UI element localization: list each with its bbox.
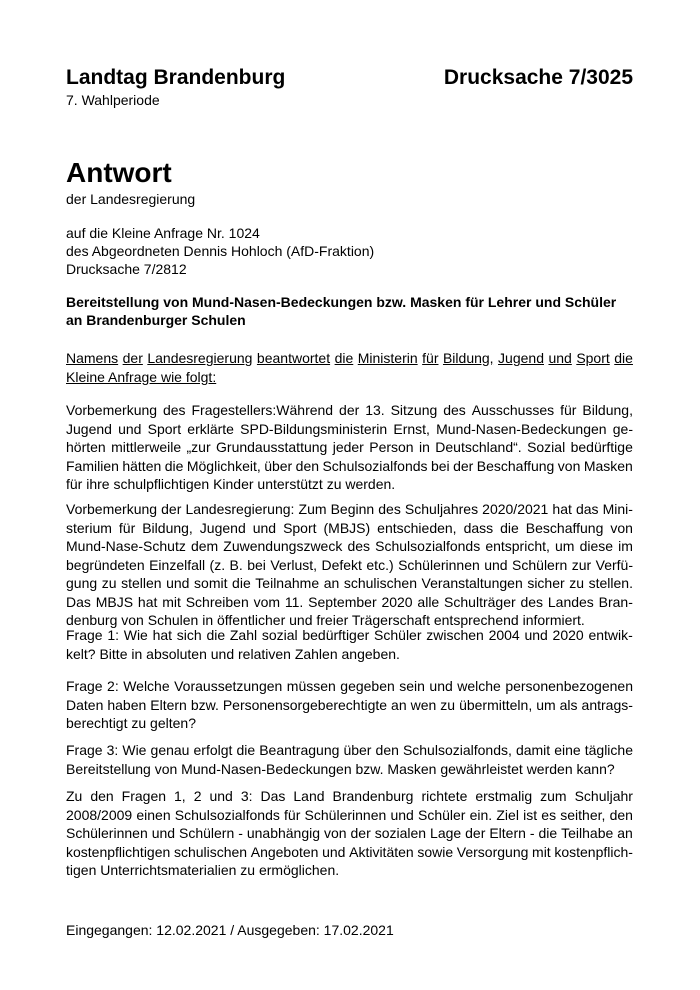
word: Eltern (150, 696, 187, 713)
word: den (609, 806, 633, 823)
word: Sport (576, 350, 610, 366)
word: die (500, 519, 519, 536)
word: und (429, 678, 453, 694)
word: Grundausstattung (216, 439, 328, 455)
word: über (343, 742, 372, 758)
word: Vorbemerkung (66, 501, 158, 517)
word: und (524, 627, 548, 643)
word: Landesregierung: (185, 501, 295, 517)
word: Veranstaltungen (421, 575, 523, 591)
word: des (378, 501, 401, 517)
word: ein. (469, 806, 493, 823)
word: alle (417, 593, 440, 610)
word: Beantragung (259, 742, 340, 758)
answer-intro (66, 349, 633, 386)
word: 2020 (381, 593, 413, 610)
word: den (90, 788, 114, 804)
word: Fragen (121, 788, 167, 804)
word: 3: (106, 742, 119, 758)
word: mit (532, 843, 551, 860)
word: begründeten (66, 556, 145, 573)
word: sein (399, 678, 425, 694)
inquiry-line: des Abgeordneten Dennis Hohloch (AfD-Fraktion) (66, 243, 375, 259)
word: Jugend (498, 350, 544, 366)
word: Bildung, (582, 402, 633, 418)
paragraph-line (66, 593, 633, 612)
word: - (238, 825, 243, 841)
word: Jugend (66, 420, 112, 437)
word: Bildung, (442, 350, 494, 366)
word: September (308, 593, 377, 610)
word: für (422, 350, 439, 366)
word: Zahl (229, 627, 258, 643)
word: sich (176, 627, 202, 643)
word: etc.) (366, 556, 394, 573)
word: tägliche (584, 742, 633, 758)
word: Bran- (598, 593, 633, 610)
word: (MBJS) (323, 519, 371, 536)
word: mittlerweile (111, 439, 182, 455)
word: personenbezogenen (505, 678, 633, 694)
word: Landes (547, 593, 594, 610)
word: sowie (417, 843, 454, 860)
word: die (614, 350, 633, 366)
word: richtete (421, 788, 468, 804)
paragraph-line: tigen Unterrichtsmaterialien zu ermöglichen. (66, 862, 340, 878)
word: Eltern (489, 825, 526, 841)
word: Teilnahme (255, 575, 320, 591)
word: Defekt (321, 556, 362, 573)
word: an (391, 696, 407, 713)
word: Schülerinnen (304, 806, 387, 823)
word: Bildung, (142, 519, 193, 536)
word: Sport (283, 519, 317, 536)
questioner-remark-paragraph (66, 401, 633, 494)
word: die (236, 742, 256, 758)
word: von (610, 519, 633, 536)
intro-line (66, 349, 633, 368)
word: zur (571, 556, 592, 573)
word: hat (552, 501, 572, 517)
word: Schulsozialfonds, (402, 742, 512, 758)
subject-line: Bereitstellung von Mund-Nasen-Bedeckungen bzw. Masken für Lehrer und Schüler (66, 294, 617, 310)
word: Welche (123, 678, 170, 694)
word: Beschaffung (525, 519, 604, 536)
word: im (618, 538, 633, 554)
word: wen (410, 696, 437, 713)
word: von (323, 825, 347, 841)
word: Ausschusses (471, 402, 555, 418)
word: dem (190, 538, 219, 554)
word: Teilhabe (561, 825, 614, 841)
word: 1: (107, 627, 119, 643)
word: Person (369, 439, 414, 455)
word: 2: (107, 678, 119, 694)
word: bzw. (190, 696, 219, 713)
word: es (541, 806, 557, 823)
word: Verfü- (595, 556, 633, 573)
word: MBJS (95, 593, 134, 610)
word: stellen. (588, 575, 633, 591)
word: Voraussetzungen (174, 678, 283, 694)
word: für (118, 519, 136, 536)
word: bei (430, 457, 450, 474)
inquiry-line: Drucksache 7/2812 (66, 261, 187, 277)
word: zu (440, 696, 456, 713)
word: Schuljahr (574, 788, 633, 804)
word: eine (554, 742, 581, 758)
word: Versorgung (456, 843, 529, 860)
word: Beschaffung (476, 457, 555, 474)
word: B. (229, 556, 243, 573)
word: Personensorgeberechtigte (222, 696, 388, 713)
paragraph-line (66, 843, 633, 862)
word: Ziel (496, 806, 519, 823)
word: von (557, 457, 581, 474)
word: und (252, 519, 277, 536)
word: und (209, 788, 233, 804)
word: Vorbemerkung (66, 402, 158, 418)
word: müssen (286, 678, 336, 694)
word: Angeboten (250, 843, 319, 860)
word: die (206, 627, 226, 643)
word: genau (150, 742, 190, 758)
word: Schulsozialfonds (322, 457, 428, 474)
word: gegeben (340, 678, 395, 694)
word: des (347, 538, 371, 554)
subject-line: an Brandenburger Schulen (66, 312, 246, 328)
word: ist (523, 806, 538, 823)
word: die (334, 350, 354, 366)
word: Schülern (179, 825, 235, 841)
word: der (161, 501, 182, 517)
word: (z. (209, 556, 226, 573)
word: des (443, 402, 466, 418)
paragraph-line: Bereitstellung von Mund-Nasen-Bedeckungen bzw. Masken gewährleistet werden kann? (66, 760, 615, 777)
word: entspricht, (485, 538, 550, 554)
word: den (295, 457, 320, 474)
word: diese (579, 538, 614, 554)
word: Wie (122, 742, 147, 758)
word: der (465, 825, 486, 841)
word: sicher (527, 575, 565, 591)
paragraph-line (66, 806, 633, 825)
word: den (375, 742, 399, 758)
word: Brandenburg (332, 788, 414, 804)
word: die (232, 575, 251, 591)
word: Zuwendungszweck (223, 538, 343, 554)
issuer-line: der Landesregierung (66, 191, 196, 207)
word: jeder (332, 439, 364, 455)
word: Sport (147, 420, 182, 437)
paragraph-line (66, 696, 633, 715)
word: Einzelfall (149, 556, 206, 573)
paragraph-line (66, 626, 633, 645)
word: Schülern (512, 556, 568, 573)
word: bedürftiger (302, 627, 370, 643)
word: sterium (66, 519, 112, 536)
document-number: Drucksache 7/3025 (443, 66, 633, 89)
word: Mund-Nasen-Bedeckungen (436, 420, 607, 437)
word: 2020/2021 (482, 501, 549, 517)
word: erklärte (187, 420, 234, 437)
word: hat (137, 593, 158, 610)
word: 2020 (552, 627, 584, 643)
word: unabhängig (246, 825, 321, 841)
word: Das (66, 593, 91, 610)
word: an (617, 825, 633, 841)
word: entwik- (588, 627, 633, 643)
paragraph-line (66, 537, 633, 556)
word: Schüler (374, 627, 422, 643)
inquiry-reference (66, 224, 374, 278)
word: Mund-Nase-Schutz (66, 538, 186, 554)
word: antrags- (581, 696, 633, 713)
word: und (390, 806, 414, 823)
word: Sozial (527, 439, 566, 455)
word: bedürftige (570, 439, 633, 455)
word: und (548, 350, 572, 366)
word: in (418, 439, 430, 455)
word: haben (107, 696, 147, 713)
word: 3: (240, 788, 253, 804)
word: für (560, 402, 577, 418)
paragraph-line (66, 401, 633, 420)
word: stellen (121, 575, 162, 591)
word: schulischen (173, 843, 248, 860)
word: Schreiben (185, 593, 249, 610)
word: des (520, 593, 544, 610)
paragraph-line (66, 787, 633, 806)
parliament-name: Landtag Brandenburg (66, 66, 286, 89)
word: Verlust, (270, 556, 318, 573)
word: seither, (560, 806, 606, 823)
paragraph-line (66, 677, 633, 696)
word: 11. (284, 593, 304, 610)
word: erstmalig (475, 788, 533, 804)
paragraph-line (66, 438, 633, 457)
paragraph-line (66, 420, 633, 439)
word: damit (515, 742, 551, 758)
paragraph-line (66, 574, 633, 593)
word: und (484, 556, 508, 573)
word: der (339, 402, 360, 418)
word: Wie (123, 627, 148, 643)
word: schulischen (343, 575, 417, 591)
word: die (538, 825, 558, 841)
word: Daten (66, 696, 104, 713)
paragraph-line (66, 500, 633, 519)
word: Schuljahres (404, 501, 479, 517)
word: Ministerin (357, 350, 418, 366)
word: der (453, 457, 474, 474)
word: Möglichkeit, (186, 457, 261, 474)
word: Ernst, (393, 420, 430, 437)
word: Frage (66, 678, 103, 694)
word: der (122, 350, 143, 366)
word: sozial (261, 627, 298, 643)
word: Mini- (602, 501, 633, 517)
paragraph-line: für ihre schulpflichtigen Kinder unterstützt zu werden. (66, 476, 396, 492)
word: welche (457, 678, 501, 694)
paragraph-line: berechtigt zu gelten? (66, 715, 196, 731)
word: „zur (186, 439, 211, 455)
word: entschieden, (377, 519, 457, 536)
word: erfolgt (193, 742, 233, 758)
paragraph-line (66, 519, 633, 538)
word: Schülerinnen (398, 556, 480, 573)
word: über (264, 457, 293, 474)
word: Schüler (417, 806, 466, 823)
word: Zum (298, 501, 327, 517)
word: Schülerinnen (66, 825, 148, 841)
paragraph-line (66, 741, 633, 760)
word: bei (247, 556, 266, 573)
document-header (66, 66, 633, 90)
word: kostenpflich- (554, 843, 633, 860)
word: für (284, 806, 301, 823)
word: - (529, 825, 535, 841)
word: dass (463, 519, 494, 536)
word: zu (569, 575, 585, 591)
word: gung (66, 575, 98, 591)
paragraph-line (66, 556, 633, 575)
paragraph-line (66, 824, 633, 843)
word: Familien (66, 457, 119, 474)
inquiry-line: auf die Kleine Anfrage Nr. 1024 (66, 225, 260, 241)
word: 2008/2009 (66, 806, 133, 823)
word: 13. (365, 402, 385, 418)
paragraph-line: kelt? Bitte in absoluten und relativen Zahlen angeben. (66, 645, 400, 662)
word: 2 (193, 788, 202, 804)
word: vom (253, 593, 281, 610)
word: Frage (66, 742, 103, 758)
word: SPD-Bildungsministerin (240, 420, 388, 437)
word: zu (101, 575, 117, 591)
word: um (555, 538, 575, 554)
word: Schulsozialfonds (375, 538, 481, 554)
word: Schulträger (444, 593, 516, 610)
word: 1, (174, 788, 186, 804)
word: sozialen (374, 825, 427, 841)
word: Beginn (330, 501, 375, 517)
word: Aktivitäten (349, 843, 414, 860)
word: zum (540, 788, 567, 804)
word: beantwortet (256, 350, 331, 366)
government-remark-paragraph (66, 500, 633, 630)
question-1-paragraph (66, 626, 633, 663)
word: als (559, 696, 578, 713)
word: Fragestellers:Während (191, 402, 334, 418)
word: mit (162, 593, 181, 610)
word: Land (293, 788, 325, 804)
legislative-period: 7. Wahlperiode (66, 92, 160, 108)
word: und (151, 825, 176, 841)
word: und (118, 420, 142, 437)
word: übermitteln, (459, 696, 533, 713)
intro-line: Kleine Anfrage wie folgt: (66, 368, 217, 385)
subject-heading (66, 293, 633, 329)
word: Das (260, 788, 286, 804)
word: somit (194, 575, 228, 591)
word: Sitzung (390, 402, 438, 418)
word: und (322, 843, 346, 860)
word: an (323, 575, 340, 591)
word: hat (152, 627, 173, 643)
word: um (536, 696, 556, 713)
paragraph-line (66, 457, 633, 476)
question-3-paragraph (66, 741, 633, 778)
answer-paragraph (66, 787, 633, 880)
paragraph-line: denburg von Schulen in öffentlicher und freier Trägerschaft entsprechend informiert. (66, 612, 585, 628)
document-type-title: Antwort (66, 157, 172, 188)
word: Schulsozialfonds (174, 806, 280, 823)
word: Namens (66, 350, 119, 366)
word: hörten (66, 439, 106, 455)
word: Masken (583, 457, 633, 474)
word: Frage (66, 627, 103, 643)
word: ge- (612, 420, 633, 437)
word: die (164, 457, 184, 474)
received-issued-dates: Eingegangen: 12.02.2021 / Ausgegeben: 17.02.2021 (66, 922, 394, 938)
word: einen (136, 806, 171, 823)
word: Lage (430, 825, 462, 841)
word: Landesregierung (147, 350, 253, 366)
word: Jugend (199, 519, 246, 536)
word: Zu (66, 788, 83, 804)
question-2-paragraph (66, 677, 633, 733)
word: der (350, 825, 371, 841)
word: und (166, 575, 190, 591)
word: kostenpflichtigen (66, 843, 171, 860)
word: des (162, 402, 186, 418)
word: Deutschland“. (435, 439, 522, 455)
word: 2004 (488, 627, 520, 643)
word: das (575, 501, 599, 517)
word: hätten (122, 457, 162, 474)
word: zwischen (426, 627, 484, 643)
